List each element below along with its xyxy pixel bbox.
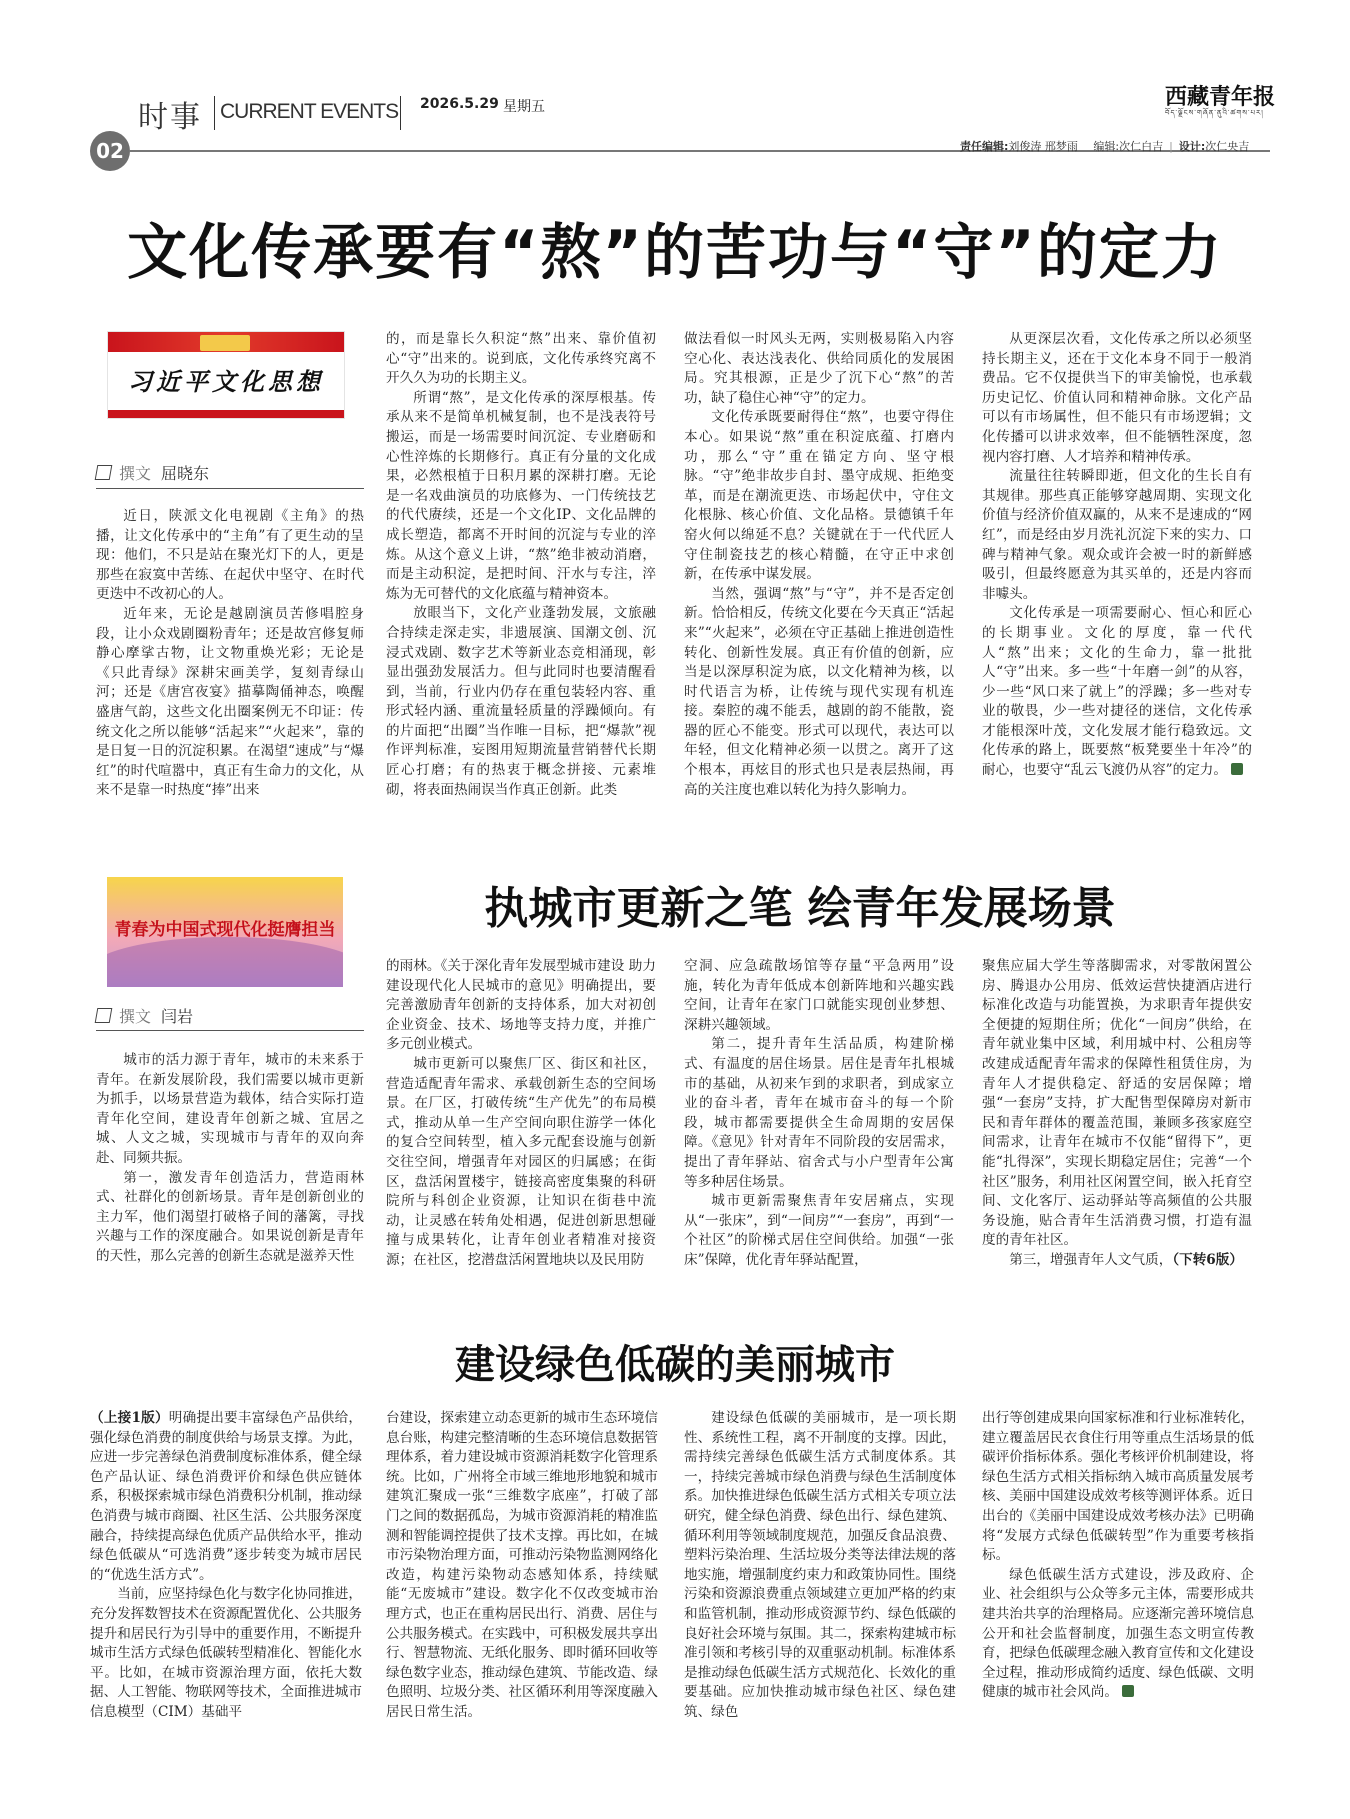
tiananmen-icon [200, 335, 250, 351]
header-divider [400, 96, 401, 130]
byline-label: 撰文 [119, 1007, 152, 1026]
paragraph: 近年来，无论是越剧演员苦修唱腔身段，让小众戏剧圈粉青年；还是故宫修复师静心摩挲古物，让文物重焕光彩；无论是《只此青绿》深耕宋画美学，复刻青绿山河；还是《唐宫夜宴》描摹陶俑神态，唤醒盛唐气韵，这些文化出圈案例无不印证：传统文化之所以能够“活起来”“火起来”，靠的是日复一日的沉淀积累。在渴望“速成”与“爆红”的时代喧嚣中，真正有生命力的文化，从来不是靠一时热度“捧”出来 [96, 605, 364, 799]
article2-column-2 [386, 957, 656, 1287]
article2-byline [96, 1004, 193, 1027]
end-mark-icon [1122, 1685, 1134, 1697]
copy-editor-label: 编辑: [1093, 140, 1120, 153]
author-name: 屈晓东 [161, 464, 210, 483]
article2-column-4 [982, 957, 1252, 1287]
byline-label: 撰文 [119, 464, 152, 483]
article3-column-3 [684, 1409, 956, 1789]
paragraph: 建设绿色低碳的美丽城市，是一项长期性、系统性工程，离不开制度的支撑。因此，需持续完善绿色低碳生活方式制度体系。其一，持续完善城市绿色消费与绿色生活制度体系。加快推进绿色低碳生活方式相关专项立法研究，健全绿色消费、绿色出行、绿色建筑、循环利用等领域制度规范，加强反食品浪费、塑料污染治理、生活垃圾分类等法律法规的落地实施，增强制度约束力和政策协同性。围绕污染和资源浪费重点领域建立更加严格的约束和监管机制，推动形成资源节约、绿色低碳的良好社会环境与氛围。其二，探索构建城市标准引领和考核引导的双重驱动机制。标准体系是推动绿色低碳生活方式规范化、长效化的重要基础。应加快推动城市绿色社区、绿色建筑、绿色 [684, 1410, 956, 1720]
paragraph: 流量往往转瞬即逝，但文化的生长自有其规律。那些真正能够穿越周期、实现文化价值与经济价值双赢的，从来不是速成的“网红”，而是经由岁月洗礼沉淀下来的实力、口碑与精神气象。观众或许会被一时的新鲜感吸引，但最终愿意为其买单的，还是内容而非噱头。 [982, 468, 1252, 602]
byline-rule [96, 1030, 364, 1031]
continued-from-note: （上接1版） [90, 1410, 169, 1426]
paragraph: 第一，激发青年创造活力，营造雨林式、社群化的创新场景。青年是创新创业的主力军，他们渴望打破格子间的藩篱，寻找兴趣与工作的深度融合。如果说创新是青年的天性，那么完善的创新生态就是滋养天性 [96, 1169, 364, 1264]
paragraph: 当然，强调“熬”与“守”，并不是否定创新。恰恰相反，传统文化要在今天真正“活起来”“火起来”，必须在守正基础上推进创造性转化、创新性发展。真正有价值的创新，应当是以深厚积淀为底，以文化精神为核，以时代语言为桥，让传统与现代实现有机连接。秦腔的魂不能丢，越剧的韵不能散，瓷器的匠心不能变。形式可以现代，表达可以年轻，但文化精神必须一以贯之。离开了这个根本，再炫目的形式也只是表层热闹，再高的关注度也难以转化为持久影响力。 [684, 585, 954, 798]
header-divider [214, 96, 215, 130]
byline-rule [96, 488, 364, 489]
section-title-cn: 时事 [138, 100, 202, 135]
paragraph: 空洞、应急疏散场馆等存量“平急两用”设施，转化为青年低成本创新阵地和兴趣实践空间，让青年在家门口就能实现创业梦想、深耕兴趣领域。 [684, 958, 954, 1033]
newspaper-logo-tibetan: བོད་ལྗོངས་གཞོན་ནུའི་ཚགས་པར། [1165, 109, 1264, 117]
pen-icon [95, 1008, 113, 1023]
editor-label: 责任编辑: [960, 140, 1009, 153]
article2-column-3 [684, 957, 954, 1287]
paragraph: 从更深层次看，文化传承之所以必须坚持长期主义，还在于文化本身不同于一般消费品。它不仅提供当下的审美愉悦，也承载历史记忆、价值认同和精神命脉。文化产品可以有市场属性，但不能只有市场逻辑；文化传播可以讲求效率，但不能牺牲深度，忽视内容打磨、人才培养和精神传承。 [982, 331, 1252, 465]
author-name: 闫岩 [161, 1007, 194, 1026]
paragraph: 城市更新可以聚焦厂区、街区和社区，营造适配青年需求、承载创新生态的空间场景。在厂区，打破传统“生产优先”的布局模式，推动从单一生产空间向职住游学一体化的复合空间转型，植入多元配套设施与创新交往空间，增强青年对园区的归属感；在街区，盘活闲置楼宇，链接高密度集聚的科研院所与科创企业资源，让知识在街巷中流动，让灵感在转角处相遇，促进创新思想碰撞与成果转化，让青年创业者精准对接资源；在社区，挖潜盘活闲置地块以及民用防 [386, 1055, 656, 1268]
article3-column-2 [386, 1409, 658, 1789]
banner-calligraphy: 习近平文化思想 [128, 367, 324, 396]
column-banner-youth [107, 877, 343, 987]
article1-headline: 文化传承要有“熬”的苦功与“守”的定力 [127, 218, 1223, 288]
article3-column-4 [982, 1409, 1254, 1789]
article2-column-1 [96, 1051, 364, 1287]
article1-column-4 [982, 330, 1252, 848]
paragraph: 当前，应坚持绿色化与数字化协同推进，充分发挥数智技术在资源配置优化、公共服务提升和居民行为引导中的重要作用，不断提升城市生活方式绿色低碳转型精准化、智能化水平。比如，在城市资源治理方面，依托大数据、人工智能、物联网等技术，全面推进城市信息模型（CIM）基础平 [90, 1586, 362, 1720]
end-mark-icon [1231, 763, 1243, 775]
article1-byline [96, 461, 209, 484]
paragraph: 做法看似一时风头无两，实则极易陷入内容空心化、表达浅表化、供给同质化的发展困局。究其根源，正是少了沉下心“熬”的苦功，缺了稳住心神“守”的定力。 [684, 331, 954, 406]
pen-icon [95, 465, 113, 480]
article1-column-1 [96, 507, 364, 847]
paragraph: 文化传承既要耐得住“熬”，也要守得住本心。如果说“熬”重在积淀底蕴、打磨内功，那么“守”重在锚定方向、坚守根脉。“守”绝非故步自封、墨守成规、拒绝变革，而是在潮流更迭、市场起伏中，守住文化根脉、核心价值、文化品格。景德镇千年窑火何以绵延不息？关键就在于一代代匠人守住制瓷技艺的核心精髓，在守正中求创新，在传承中谋发展。 [684, 409, 954, 583]
page-number-badge: 02 [90, 131, 130, 171]
paragraph: 的雨林。《关于深化青年发展型城市建设 助力建设现代化人民城市的意见》明确提出，要完善激励青年创新的支持体系，加大对初创企业资金、技术、场地等支持力度，并推广多元创业模式。 [386, 958, 656, 1053]
article1-column-2 [386, 330, 656, 848]
article2-headline: 执城市更新之笔 绘青年发展场景 [484, 883, 1116, 934]
designer-value: 次仁央吉 [1205, 140, 1250, 153]
copy-editor-value: 次仁白吉 [1119, 140, 1164, 153]
editor-credits: 责任编辑:刘俊涛 邢梦雨 编辑:次仁白吉 | 设计:次仁央吉 [960, 140, 1250, 153]
section-title-en: CURRENT EVENTS [220, 100, 399, 123]
paragraph: 第三，增强青年人文气质，（下转6版） [1009, 1251, 1243, 1268]
paragraph: 放眼当下，文化产业蓬勃发展，文旅融合持续走深走实，非遗展演、国潮文创、沉浸式戏剧、数字艺术等新业态竞相涌现，彰显出强劲发展活力。但与此同时也要清醒看到，当前，行业内仍存在重包装轻内容、重形式轻内涵、重流量轻质量的浮躁倾向。有的片面把“出圈”当作唯一目标，把“爆款”视作评判标准，妄图用短期流量营销替代长期匠心打磨；有的热衷于概念拼接、元素堆砌，将表面热闹误当作真正创新。此类 [386, 605, 656, 798]
article1-column-3 [684, 330, 954, 848]
article3-column-1 [90, 1409, 362, 1789]
banner-wave [107, 937, 343, 987]
paragraph: （上接1版）明确提出要丰富绿色产品供给，强化绿色消费的制度供给与场景支撑。为此，应进一步完善绿色消费制度标准体系，健全绿色产品认证、绿色消费评价和绿色供应链体系，积极探索城市绿色消费积分机制，推动绿色消费与城市商圈、社区生活、公共服务深度融合，持续提高绿色优质产品供给水平，推动绿色低碳从“可选消费”逐步转变为城市居民的“优选生活方式”。 [90, 1410, 362, 1583]
banner-red-band [108, 410, 344, 418]
column-banner-xi-thought [107, 331, 345, 419]
editor-value: 刘俊涛 邢梦雨 [1008, 140, 1078, 153]
issue-weekday: 星期五 [503, 99, 545, 115]
paragraph: 出行等创建成果向国家标准和行业标准转化，建立覆盖居民衣食住行用等重点生活场景的低碳评价指标体系。强化考核评价机制建设，将绿色生活方式相关指标纳入城市高质量发展考核、美丽中国建设成效考核等测评体系。近日出台的《美丽中国建设成效考核办法》已明确将“发展方式绿色低碳转型”作为重要考核指标。 [982, 1410, 1254, 1564]
issue-date: 2026.5.29 [420, 96, 499, 112]
paragraph: 第二，提升青年生活品质，构建阶梯式、有温度的居住场景。居住是青年扎根城市的基础，从初来乍到的求职者，到成家立业的奋斗者，青年在城市奋斗的每一个阶段，城市都需要提供全生命周期的安居保障。《意见》针对青年不同阶段的安居需求，提出了青年驿站、宿舍式与小户型青年公寓等多种居住场景。 [684, 1036, 954, 1190]
designer-label: 设计: [1178, 140, 1206, 153]
paragraph: 所谓“熬”，是文化传承的深厚根基。传承从来不是简单机械复制，也不是浅表符号搬运，而是一场需要时间沉淀、专业磨砺和心性淬炼的长期修行。真正有分量的文化成果，必然根植于日积月累的深耕打磨。无论是一名戏曲演员的功底修为、一门传统技艺的代代赓续，还是一个文化IP、文化品牌的成长塑造，都离不开时间的沉淀与专业的淬炼。从这个意义上讲，“熬”绝非被动消磨，而是主动积淀，是把时间、汗水与专注，淬炼为无可替代的文化底蕴与精神资本。 [386, 389, 656, 602]
paragraph: 城市的活力源于青年，城市的未来系于青年。在新发展阶段，我们需要以城市更新为抓手，以场景营造为载体，结合实际打造青年化空间，建设青年创新之城、宜居之城、人文之城，实现城市与青年的双向奔赴、同频共振。 [96, 1052, 364, 1166]
paragraph: 聚焦应届大学生等落脚需求，对零散闲置公房、腾退办公用房、低效运营快捷酒店进行标准化改造与功能置换，为求职青年提供安全便捷的短期住所；优化“一间房”供给，在青年就业集中区域，利用城中村、公租房等改建成适配青年需求的保障性租赁住房，为青年人才提供稳定、舒适的安居保障；增强“一套房”支持，扩大配售型保障房对新市民和青年群体的覆盖范围，兼顾多孩家庭空间需求，让青年在城市不仅能“留得下”，更能“扎得深”，实现长期稳定居住；完善“一个社区”服务，利用社区闲置空间，嵌入托育空间、文化客厅、运动驿站等高频值的公共服务设施，贴合青年生活消费习惯，打造有温度的青年社区。 [982, 958, 1252, 1249]
paragraph: 台建设，探索建立动态更新的城市生态环境信息台账，构建完整清晰的生态环境信息数据管理体系，着力建设城市资源消耗数字化管理系统。比如，广州将全市域三维地形地貌和城市建筑汇聚成一张“三维数字底座”，打破了部门之间的数据孤岛，为城市资源消耗的精准监测和智能调控提供了技术支撑。再比如，在城市污染物治理方面，可推动污染物监测网络化改造，构建污染物动态感知体系，持续赋能“无废城市”建设。数字化不仅改变城市治理方式，也正在重构居民出行、消费、居住与公共服务模式。在实践中，可积极发展共享出行、智慧物流、无纸化服务、即时循环回收等绿色数字业态，推动绿色建筑、节能改造、绿色照明、垃圾分类、社区循环利用等深度融入居民日常生活。 [386, 1410, 658, 1720]
paragraph: 的，而是靠长久积淀“熬”出来、靠价值初心“守”出来的。说到底，文化传承终究离不开久久为功的长期主义。 [386, 331, 656, 387]
continued-note: （下转6版） [1172, 1251, 1243, 1268]
paragraph: 近日，陕派文化电视剧《主角》的热播，让文化传承中的“主角”有了更生动的呈现：他们，不只是站在聚光灯下的人，更是那些在寂寞中苦练、在起伏中坚守、在时代更迭中不改初心的人。 [96, 508, 364, 603]
paragraph: 绿色低碳生活方式建设，涉及政府、企业、社会组织与公众等多元主体，需要形成共建共治共享的治理格局。应逐渐完善环境信息公开和社会监督制度，加强生态文明宣传教育，把绿色低碳理念融入教育宣传和文化建设全过程，推动形成简约适度、绿色低碳、文明健康的城市社会风尚。 [982, 1566, 1254, 1701]
banner-text: 青春为中国式现代化挺膺担当 [114, 920, 336, 940]
paragraph: 文化传承是一项需要耐心、恒心和匠心的长期事业。文化的厚度，靠一代代人“熬”出来；文化的生命力，靠一批批人“守”出来。多一些“十年磨一剑”的从容，少一些“风口来了就上”的浮躁；多一些对专业的敬畏，少一些对捷径的迷信，文化传承才能根深叶茂，文化发展才能行稳致远。文化传承的路上，既要熬“板凳要坐十年冷”的耐心，也要守“乱云飞渡仍从容”的定力。 [982, 605, 1252, 779]
article3-headline: 建设绿色低碳的美丽城市 [455, 1341, 895, 1388]
paragraph: 城市更新需聚焦青年安居痛点，实现从“一张床”，到“一间房”“一套房”，再到“一个社区”的阶梯式居住空间供给。加强“一张床”保障，优化青年驿站配置， [684, 1193, 954, 1268]
newspaper-logo: 西藏青年报 [1165, 84, 1276, 110]
